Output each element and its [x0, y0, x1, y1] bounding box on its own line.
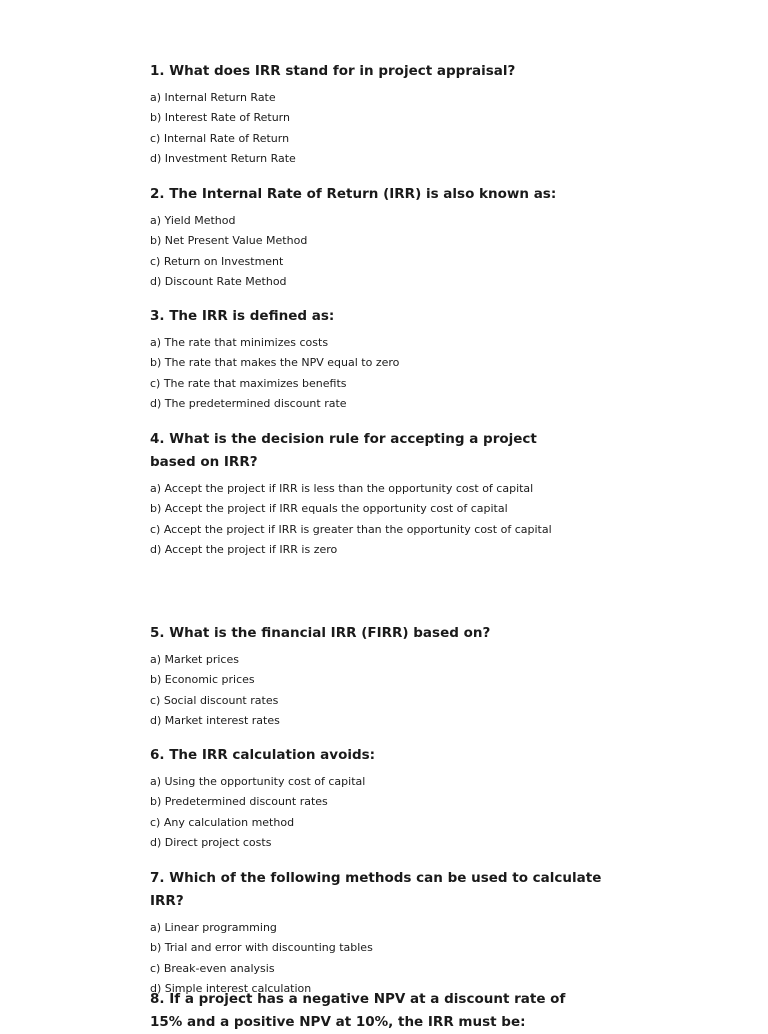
option-b: b) Net Present Value Method [150, 234, 308, 248]
option-d: d) The predetermined discount rate [150, 396, 347, 410]
option-c: c) Accept the project if IRR is greater than the opportunity cost of capital [150, 522, 552, 536]
option-a: a) Using the opportunity cost of capital [150, 775, 366, 788]
option-d: d) Simple interest calculation [150, 981, 312, 995]
option-c: c) The rate that maximizes benefits [150, 376, 347, 390]
option-a: a) Market prices [150, 653, 239, 666]
option-d: d) Investment Return Rate [150, 151, 296, 165]
option-b: b) Predetermined discount rates [150, 795, 328, 809]
question-7 [150, 867, 610, 999]
option-c: c) Any calculation method [150, 815, 295, 829]
question-1 [150, 60, 610, 169]
option-c: c) Return on Investment [150, 254, 284, 268]
option-c: c) Internal Rate of Return [150, 131, 290, 145]
option-b: b) Trial and error with discounting tables [150, 941, 373, 955]
option-a: a) Internal Return Rate [150, 91, 276, 104]
question-8 [150, 988, 570, 1034]
question-3 [150, 305, 610, 414]
question-7-title: 7. Which of the following methods can be used to calculate IRR? [150, 870, 602, 909]
option-b: b) Accept the project if IRR equals the opportunity cost of capital [150, 502, 508, 516]
option-d: d) Market interest rates [150, 713, 280, 727]
option-d: d) Accept the project if IRR is zero [150, 542, 338, 556]
option-b: b) The rate that makes the NPV equal to zero [150, 356, 400, 370]
question-4-title: 4. What is the decision rule for accepting a project based on IRR? [150, 431, 537, 470]
question-2-options [150, 211, 610, 292]
option-a: a) The rate that minimizes costs [150, 336, 329, 349]
question-5-title: 5. What is the financial IRR (FIRR) based on? [150, 625, 491, 641]
question-7-options [150, 918, 610, 999]
option-c: c) Break-even analysis [150, 961, 275, 975]
question-5-options [150, 650, 610, 731]
question-3-title: 3. The IRR is defined as: [150, 308, 335, 324]
question-2 [150, 183, 610, 292]
question-4-options [150, 479, 570, 560]
option-a: a) Accept the project if IRR is less than the opportunity cost of capital [150, 482, 534, 495]
question-1-options [150, 88, 610, 169]
option-a: a) Linear programming [150, 921, 277, 934]
option-c: c) Social discount rates [150, 693, 279, 707]
question-8-title: 8. If a project has a negative NPV at a discount rate of 15% and a positive NPV at 10%, the IRR must be: [150, 991, 566, 1030]
option-d: d) Discount Rate Method [150, 274, 287, 288]
question-6-title: 6. The IRR calculation avoids: [150, 747, 376, 763]
option-b: b) Interest Rate of Return [150, 111, 290, 125]
question-4 [150, 428, 570, 560]
question-1-title: 1. What does IRR stand for in project appraisal? [150, 63, 516, 79]
option-d: d) Direct project costs [150, 835, 272, 849]
option-b: b) Economic prices [150, 673, 255, 687]
question-3-options [150, 333, 610, 414]
question-6 [150, 744, 610, 853]
question-6-options [150, 772, 610, 853]
option-a: a) Yield Method [150, 214, 236, 227]
question-5 [150, 622, 610, 731]
question-2-title: 2. The Internal Rate of Return (IRR) is also known as: [150, 186, 557, 202]
